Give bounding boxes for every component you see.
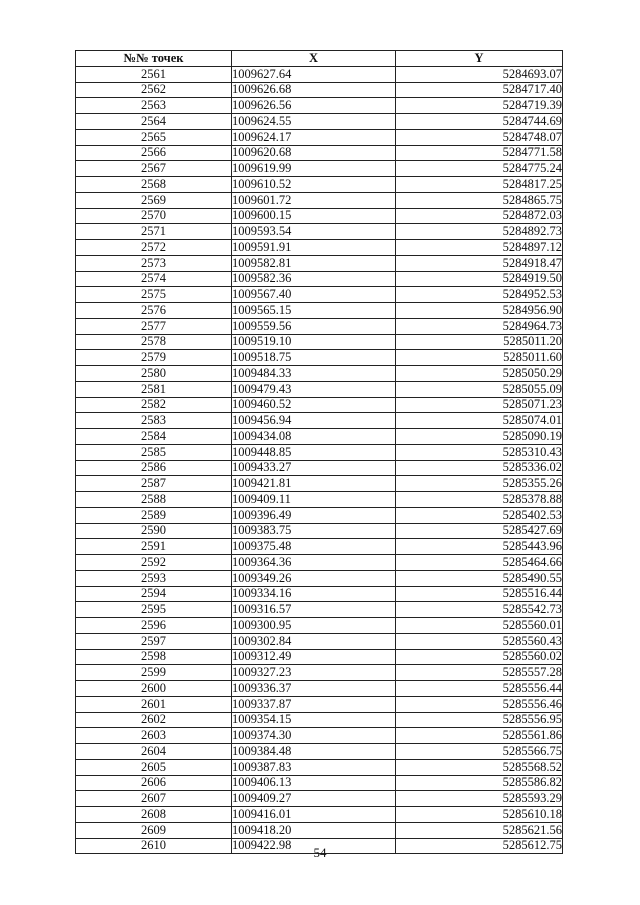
- cell-y: 5285427.69: [396, 523, 563, 539]
- table-row: [76, 145, 563, 161]
- cell-x: 1009434.08: [232, 429, 396, 445]
- cell-y: 5285378.88: [396, 492, 563, 508]
- table-header-row: [76, 51, 563, 67]
- cell-point-number: 2582: [76, 397, 232, 413]
- table-row: [76, 775, 563, 791]
- cell-x: 1009582.81: [232, 255, 396, 271]
- cell-y: 5285586.82: [396, 775, 563, 791]
- cell-y: 5284892.73: [396, 224, 563, 240]
- table-row: [76, 177, 563, 193]
- cell-point-number: 2591: [76, 539, 232, 555]
- header-point-number: №№ точек: [76, 51, 232, 67]
- cell-x: 1009519.10: [232, 334, 396, 350]
- cell-x: 1009337.87: [232, 696, 396, 712]
- cell-point-number: 2580: [76, 366, 232, 382]
- cell-y: 5285612.75: [396, 838, 563, 854]
- cell-y: 5285090.19: [396, 429, 563, 445]
- cell-point-number: 2561: [76, 66, 232, 82]
- cell-point-number: 2593: [76, 570, 232, 586]
- cell-y: 5285011.20: [396, 334, 563, 350]
- cell-point-number: 2563: [76, 98, 232, 114]
- table-row: [76, 255, 563, 271]
- cell-point-number: 2570: [76, 208, 232, 224]
- cell-point-number: 2577: [76, 318, 232, 334]
- table-body: [76, 66, 563, 854]
- cell-point-number: 2569: [76, 192, 232, 208]
- table-row: [76, 334, 563, 350]
- cell-x: 1009327.23: [232, 665, 396, 681]
- cell-point-number: 2607: [76, 791, 232, 807]
- cell-point-number: 2596: [76, 618, 232, 634]
- cell-point-number: 2598: [76, 649, 232, 665]
- cell-x: 1009374.30: [232, 728, 396, 744]
- table-row: [76, 224, 563, 240]
- cell-y: 5285516.44: [396, 586, 563, 602]
- table-row: [76, 444, 563, 460]
- cell-y: 5284964.73: [396, 318, 563, 334]
- cell-point-number: 2581: [76, 381, 232, 397]
- cell-y: 5285621.56: [396, 822, 563, 838]
- table-row: [76, 555, 563, 571]
- cell-x: 1009334.16: [232, 586, 396, 602]
- cell-point-number: 2603: [76, 728, 232, 744]
- cell-point-number: 2562: [76, 82, 232, 98]
- cell-x: 1009354.15: [232, 712, 396, 728]
- cell-y: 5285074.01: [396, 413, 563, 429]
- cell-y: 5285490.55: [396, 570, 563, 586]
- cell-x: 1009479.43: [232, 381, 396, 397]
- cell-y: 5284952.53: [396, 287, 563, 303]
- cell-point-number: 2574: [76, 271, 232, 287]
- cell-y: 5285557.28: [396, 665, 563, 681]
- cell-x: 1009624.17: [232, 129, 396, 145]
- table-row: [76, 759, 563, 775]
- table-row: [76, 822, 563, 838]
- table-row: [76, 570, 563, 586]
- cell-y: 5284918.47: [396, 255, 563, 271]
- cell-point-number: 2587: [76, 476, 232, 492]
- cell-x: 1009300.95: [232, 618, 396, 634]
- table-row: [76, 129, 563, 145]
- cell-y: 5284719.39: [396, 98, 563, 114]
- cell-y: 5285355.26: [396, 476, 563, 492]
- cell-x: 1009619.99: [232, 161, 396, 177]
- cell-point-number: 2592: [76, 555, 232, 571]
- header-x: X: [232, 51, 396, 67]
- table-row: [76, 492, 563, 508]
- cell-y: 5285011.60: [396, 350, 563, 366]
- table-row: [76, 161, 563, 177]
- cell-y: 5285443.96: [396, 539, 563, 555]
- cell-y: 5284817.25: [396, 177, 563, 193]
- coordinates-table: [75, 50, 563, 854]
- cell-x: 1009559.56: [232, 318, 396, 334]
- table-row: [76, 681, 563, 697]
- cell-y: 5285560.43: [396, 633, 563, 649]
- cell-point-number: 2594: [76, 586, 232, 602]
- cell-x: 1009627.64: [232, 66, 396, 82]
- table-row: [76, 744, 563, 760]
- cell-y: 5285310.43: [396, 444, 563, 460]
- table-row: [76, 192, 563, 208]
- cell-y: 5285556.46: [396, 696, 563, 712]
- cell-x: 1009396.49: [232, 507, 396, 523]
- cell-point-number: 2604: [76, 744, 232, 760]
- table-row: [76, 602, 563, 618]
- table-row: [76, 271, 563, 287]
- table-row: [76, 98, 563, 114]
- table-row: [76, 712, 563, 728]
- cell-point-number: 2575: [76, 287, 232, 303]
- cell-point-number: 2565: [76, 129, 232, 145]
- table-row: [76, 791, 563, 807]
- cell-y: 5285055.09: [396, 381, 563, 397]
- cell-y: 5284775.24: [396, 161, 563, 177]
- cell-x: 1009406.13: [232, 775, 396, 791]
- cell-y: 5285336.02: [396, 460, 563, 476]
- cell-point-number: 2599: [76, 665, 232, 681]
- table-row: [76, 586, 563, 602]
- cell-y: 5284897.12: [396, 240, 563, 256]
- page-number: 54: [313, 845, 327, 860]
- table-row: [76, 240, 563, 256]
- cell-y: 5284717.40: [396, 82, 563, 98]
- cell-y: 5285560.02: [396, 649, 563, 665]
- table-row: [76, 287, 563, 303]
- cell-y: 5284744.69: [396, 114, 563, 130]
- cell-x: 1009484.33: [232, 366, 396, 382]
- table-row: [76, 366, 563, 382]
- table-row: [76, 429, 563, 445]
- cell-x: 1009312.49: [232, 649, 396, 665]
- table-row: [76, 397, 563, 413]
- table-row: [76, 618, 563, 634]
- cell-point-number: 2590: [76, 523, 232, 539]
- table-row: [76, 381, 563, 397]
- cell-x: 1009302.84: [232, 633, 396, 649]
- cell-x: 1009422.98: [232, 838, 396, 854]
- cell-y: 5285560.01: [396, 618, 563, 634]
- cell-y: 5285050.29: [396, 366, 563, 382]
- cell-x: 1009582.36: [232, 271, 396, 287]
- cell-x: 1009626.56: [232, 98, 396, 114]
- cell-y: 5285593.29: [396, 791, 563, 807]
- cell-point-number: 2572: [76, 240, 232, 256]
- cell-y: 5285402.53: [396, 507, 563, 523]
- table-row: [76, 728, 563, 744]
- cell-x: 1009433.27: [232, 460, 396, 476]
- table-row: [76, 807, 563, 823]
- cell-x: 1009601.72: [232, 192, 396, 208]
- cell-x: 1009409.27: [232, 791, 396, 807]
- cell-point-number: 2601: [76, 696, 232, 712]
- cell-x: 1009416.01: [232, 807, 396, 823]
- table-row: [76, 460, 563, 476]
- cell-point-number: 2576: [76, 303, 232, 319]
- cell-x: 1009600.15: [232, 208, 396, 224]
- cell-y: 5284693.07: [396, 66, 563, 82]
- table-row: [76, 350, 563, 366]
- table-row: [76, 696, 563, 712]
- cell-y: 5285561.86: [396, 728, 563, 744]
- cell-x: 1009418.20: [232, 822, 396, 838]
- cell-y: 5285566.75: [396, 744, 563, 760]
- cell-x: 1009336.37: [232, 681, 396, 697]
- cell-x: 1009364.36: [232, 555, 396, 571]
- cell-x: 1009316.57: [232, 602, 396, 618]
- table-row: [76, 413, 563, 429]
- cell-y: 5284748.07: [396, 129, 563, 145]
- table-row: [76, 507, 563, 523]
- cell-point-number: 2605: [76, 759, 232, 775]
- cell-y: 5285556.95: [396, 712, 563, 728]
- cell-x: 1009565.15: [232, 303, 396, 319]
- cell-x: 1009460.52: [232, 397, 396, 413]
- cell-point-number: 2608: [76, 807, 232, 823]
- table-row: [76, 303, 563, 319]
- cell-y: 5284872.03: [396, 208, 563, 224]
- cell-point-number: 2586: [76, 460, 232, 476]
- cell-point-number: 2597: [76, 633, 232, 649]
- cell-point-number: 2600: [76, 681, 232, 697]
- cell-y: 5285610.18: [396, 807, 563, 823]
- cell-y: 5284919.50: [396, 271, 563, 287]
- cell-x: 1009593.54: [232, 224, 396, 240]
- cell-point-number: 2579: [76, 350, 232, 366]
- cell-x: 1009384.48: [232, 744, 396, 760]
- cell-point-number: 2584: [76, 429, 232, 445]
- table-row: [76, 82, 563, 98]
- cell-point-number: 2571: [76, 224, 232, 240]
- table-row: [76, 633, 563, 649]
- cell-point-number: 2606: [76, 775, 232, 791]
- cell-point-number: 2589: [76, 507, 232, 523]
- cell-point-number: 2588: [76, 492, 232, 508]
- cell-x: 1009456.94: [232, 413, 396, 429]
- cell-point-number: 2567: [76, 161, 232, 177]
- cell-x: 1009624.55: [232, 114, 396, 130]
- table-row: [76, 318, 563, 334]
- cell-point-number: 2609: [76, 822, 232, 838]
- cell-y: 5284865.75: [396, 192, 563, 208]
- cell-y: 5285556.44: [396, 681, 563, 697]
- cell-point-number: 2568: [76, 177, 232, 193]
- cell-point-number: 2583: [76, 413, 232, 429]
- cell-y: 5284771.58: [396, 145, 563, 161]
- cell-x: 1009567.40: [232, 287, 396, 303]
- cell-point-number: 2578: [76, 334, 232, 350]
- cell-point-number: 2602: [76, 712, 232, 728]
- cell-x: 1009620.68: [232, 145, 396, 161]
- cell-y: 5285542.73: [396, 602, 563, 618]
- table-row: [76, 539, 563, 555]
- cell-x: 1009409.11: [232, 492, 396, 508]
- table-row: [76, 66, 563, 82]
- table-row: [76, 114, 563, 130]
- cell-point-number: 2564: [76, 114, 232, 130]
- cell-x: 1009349.26: [232, 570, 396, 586]
- cell-x: 1009383.75: [232, 523, 396, 539]
- cell-y: 5284956.90: [396, 303, 563, 319]
- table-row: [76, 665, 563, 681]
- cell-point-number: 2573: [76, 255, 232, 271]
- table-row: [76, 523, 563, 539]
- cell-x: 1009387.83: [232, 759, 396, 775]
- cell-x: 1009591.91: [232, 240, 396, 256]
- table-row: [76, 208, 563, 224]
- cell-y: 5285071.23: [396, 397, 563, 413]
- cell-x: 1009421.81: [232, 476, 396, 492]
- header-y: Y: [396, 51, 563, 67]
- cell-x: 1009448.85: [232, 444, 396, 460]
- table-row: [76, 476, 563, 492]
- cell-x: 1009375.48: [232, 539, 396, 555]
- cell-y: 5285568.52: [396, 759, 563, 775]
- cell-point-number: 2610: [76, 838, 232, 854]
- cell-point-number: 2595: [76, 602, 232, 618]
- cell-x: 1009610.52: [232, 177, 396, 193]
- cell-point-number: 2585: [76, 444, 232, 460]
- table-row: [76, 649, 563, 665]
- cell-x: 1009518.75: [232, 350, 396, 366]
- cell-point-number: 2566: [76, 145, 232, 161]
- cell-x: 1009626.68: [232, 82, 396, 98]
- cell-y: 5285464.66: [396, 555, 563, 571]
